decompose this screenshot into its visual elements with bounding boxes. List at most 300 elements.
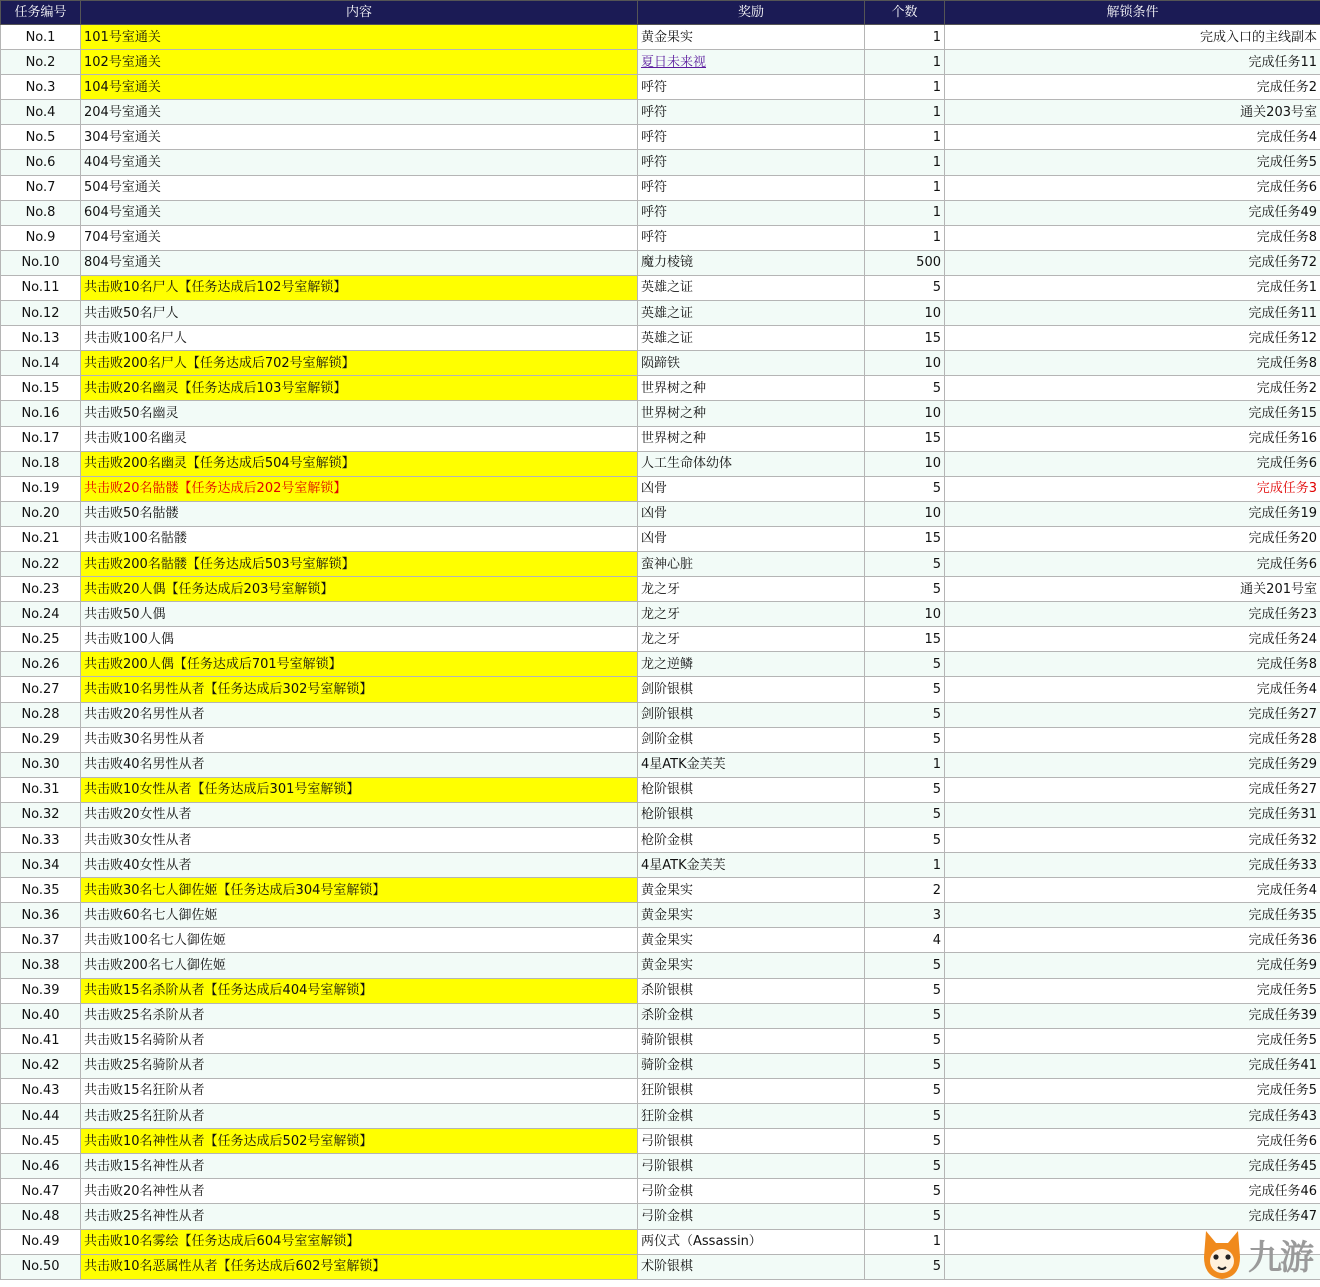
cell-content: 504号室通关 — [81, 175, 638, 200]
table-row — [1, 526, 1320, 551]
cell-reward: 杀阶银棋 — [638, 978, 865, 1003]
cell-id: No.26 — [1, 652, 81, 677]
cell-count: 5 — [865, 275, 945, 300]
cell-unlock: 完成任务12 — [945, 326, 1320, 351]
cell-content: 102号室通关 — [81, 50, 638, 75]
cell-reward: 剑阶银棋 — [638, 702, 865, 727]
cell-id: No.38 — [1, 953, 81, 978]
cell-unlock: 完成任务33 — [945, 853, 1320, 878]
cell-unlock: 完成任务6 — [945, 175, 1320, 200]
cell-content: 共击败30名七人御佐姬【任务达成后304号室解锁】 — [81, 878, 638, 903]
cell-reward: 呼符 — [638, 150, 865, 175]
table-row — [1, 652, 1320, 677]
table-row — [1, 1179, 1320, 1204]
cell-reward: 蛮神心脏 — [638, 551, 865, 576]
cell-count: 4 — [865, 928, 945, 953]
cell-count: 5 — [865, 1003, 945, 1028]
cell-reward: 枪阶银棋 — [638, 777, 865, 802]
cell-count: 3 — [865, 903, 945, 928]
table-row — [1, 376, 1320, 401]
cell-content: 共击败10名尸人【任务达成后102号室解锁】 — [81, 275, 638, 300]
cell-unlock: 完成任务8 — [945, 652, 1320, 677]
cell-id: No.19 — [1, 476, 81, 501]
cell-reward: 龙之牙 — [638, 602, 865, 627]
cell-unlock: 完成任务6 — [945, 1129, 1320, 1154]
cell-count: 5 — [865, 1104, 945, 1129]
cell-count: 5 — [865, 677, 945, 702]
cell-unlock: 完成任务20 — [945, 526, 1320, 551]
cell-content: 共击败200名七人御佐姬 — [81, 953, 638, 978]
reward-link[interactable]: 夏日未来视 — [641, 54, 707, 70]
cell-unlock: 完成任务8 — [945, 225, 1320, 250]
cell-content: 共击败15名骑阶从者 — [81, 1028, 638, 1053]
header-unlock: 解锁条件 — [945, 1, 1320, 25]
cell-reward: 呼符 — [638, 175, 865, 200]
table-row — [1, 727, 1320, 752]
table-row — [1, 426, 1320, 451]
cell-id: No.42 — [1, 1053, 81, 1078]
cell-count: 5 — [865, 1254, 945, 1279]
table-row — [1, 828, 1320, 853]
cell-id: No.8 — [1, 200, 81, 225]
cell-count: 1 — [865, 50, 945, 75]
cell-unlock: 完成任务5 — [945, 1078, 1320, 1103]
cell-unlock: 完成任务5 — [945, 150, 1320, 175]
table-row — [1, 802, 1320, 827]
fox-logo-icon — [1200, 1227, 1244, 1281]
cell-reward: 枪阶银棋 — [638, 802, 865, 827]
cell-count: 1 — [865, 225, 945, 250]
cell-count: 5 — [865, 828, 945, 853]
cell-count: 15 — [865, 526, 945, 551]
cell-unlock: 完成任务35 — [945, 903, 1320, 928]
cell-reward: 呼符 — [638, 75, 865, 100]
table-row — [1, 853, 1320, 878]
cell-reward: 狂阶银棋 — [638, 1078, 865, 1103]
cell-count: 1 — [865, 853, 945, 878]
cell-unlock: 完成任务46 — [945, 1179, 1320, 1204]
cell-reward: 世界树之种 — [638, 426, 865, 451]
cell-id: No.14 — [1, 351, 81, 376]
cell-count: 5 — [865, 1078, 945, 1103]
table-row — [1, 351, 1320, 376]
cell-reward: 两仪式（Assassin） — [638, 1229, 865, 1254]
cell-content: 共击败50人偶 — [81, 602, 638, 627]
cell-id: No.11 — [1, 275, 81, 300]
cell-id: No.18 — [1, 451, 81, 476]
cell-unlock: 完成任务47 — [945, 1204, 1320, 1229]
cell-content: 共击败30名男性从者 — [81, 727, 638, 752]
cell-reward: 龙之牙 — [638, 627, 865, 652]
cell-reward: 呼符 — [638, 200, 865, 225]
table-row — [1, 1229, 1320, 1254]
cell-id: No.29 — [1, 727, 81, 752]
cell-id: No.45 — [1, 1129, 81, 1154]
cell-count: 1 — [865, 752, 945, 777]
cell-reward: 英雄之证 — [638, 326, 865, 351]
cell-reward: 呼符 — [638, 100, 865, 125]
cell-count: 5 — [865, 1053, 945, 1078]
cell-count: 15 — [865, 426, 945, 451]
cell-content: 共击败50名幽灵 — [81, 401, 638, 426]
cell-count: 5 — [865, 1129, 945, 1154]
cell-content: 共击败20名神性从者 — [81, 1179, 638, 1204]
cell-reward: 骑阶银棋 — [638, 1028, 865, 1053]
table-row — [1, 301, 1320, 326]
table-row — [1, 577, 1320, 602]
table-row — [1, 250, 1320, 275]
table-row — [1, 627, 1320, 652]
table-row — [1, 25, 1320, 50]
table-row — [1, 1204, 1320, 1229]
cell-content: 共击败100名幽灵 — [81, 426, 638, 451]
cell-reward: 黄金果实 — [638, 928, 865, 953]
cell-unlock: 完成任务6 — [945, 551, 1320, 576]
cell-count: 5 — [865, 476, 945, 501]
cell-id: No.50 — [1, 1254, 81, 1279]
cell-count: 1 — [865, 175, 945, 200]
cell-unlock: 完成任务6 — [945, 451, 1320, 476]
table-row — [1, 326, 1320, 351]
table-row — [1, 1028, 1320, 1053]
cell-unlock: 完成任务11 — [945, 50, 1320, 75]
cell-content: 404号室通关 — [81, 150, 638, 175]
cell-reward: 英雄之证 — [638, 275, 865, 300]
cell-unlock: 完成任务23 — [945, 602, 1320, 627]
cell-id: No.3 — [1, 75, 81, 100]
table-row — [1, 928, 1320, 953]
cell-id: No.34 — [1, 853, 81, 878]
table-row — [1, 501, 1320, 526]
table-row — [1, 777, 1320, 802]
cell-unlock: 完成任务27 — [945, 777, 1320, 802]
cell-unlock: 完成任务3 — [945, 476, 1320, 501]
cell-reward: 世界树之种 — [638, 401, 865, 426]
cell-reward: 世界树之种 — [638, 376, 865, 401]
table-row — [1, 953, 1320, 978]
cell-unlock: 完成任务16 — [945, 426, 1320, 451]
cell-reward: 术阶银棋 — [638, 1254, 865, 1279]
cell-count: 10 — [865, 351, 945, 376]
cell-reward: 呼符 — [638, 125, 865, 150]
cell-content: 共击败15名神性从者 — [81, 1154, 638, 1179]
table-row — [1, 1154, 1320, 1179]
table-row — [1, 677, 1320, 702]
cell-count: 10 — [865, 401, 945, 426]
header-reward: 奖励 — [638, 1, 865, 25]
table-row — [1, 1104, 1320, 1129]
cell-content: 共击败100名尸人 — [81, 326, 638, 351]
header-row — [1, 1, 1320, 25]
cell-unlock: 完成任务8 — [945, 351, 1320, 376]
header-count: 个数 — [865, 1, 945, 25]
cell-count: 5 — [865, 702, 945, 727]
cell-reward: 龙之逆鳞 — [638, 652, 865, 677]
cell-count: 1 — [865, 150, 945, 175]
cell-count: 5 — [865, 777, 945, 802]
cell-reward: 狂阶金棋 — [638, 1104, 865, 1129]
cell-id: No.12 — [1, 301, 81, 326]
cell-id: No.1 — [1, 25, 81, 50]
cell-content: 共击败20人偶【任务达成后203号室解锁】 — [81, 577, 638, 602]
cell-content: 共击败200名骷髅【任务达成后503号室解锁】 — [81, 551, 638, 576]
cell-reward: 剑阶金棋 — [638, 727, 865, 752]
cell-count: 1 — [865, 75, 945, 100]
cell-unlock: 完成任务19 — [945, 501, 1320, 526]
cell-id: No.30 — [1, 752, 81, 777]
cell-content: 共击败50名骷髅 — [81, 501, 638, 526]
cell-id: No.6 — [1, 150, 81, 175]
cell-reward: 黄金果实 — [638, 25, 865, 50]
cell-count: 10 — [865, 501, 945, 526]
cell-id: No.15 — [1, 376, 81, 401]
table-row — [1, 903, 1320, 928]
cell-count: 15 — [865, 627, 945, 652]
cell-reward: 黄金果实 — [638, 878, 865, 903]
cell-reward: 剑阶银棋 — [638, 677, 865, 702]
cell-content: 共击败20名男性从者 — [81, 702, 638, 727]
cell-content: 共击败10名神性从者【任务达成后502号室解锁】 — [81, 1129, 638, 1154]
cell-reward: 4星ATK金芙芙 — [638, 853, 865, 878]
cell-reward: 人工生命体幼体 — [638, 451, 865, 476]
cell-reward: 黄金果实 — [638, 903, 865, 928]
cell-unlock: 完成任务49 — [945, 200, 1320, 225]
cell-count: 10 — [865, 602, 945, 627]
cell-content: 104号室通关 — [81, 75, 638, 100]
cell-id: No.2 — [1, 50, 81, 75]
cell-content: 共击败25名骑阶从者 — [81, 1053, 638, 1078]
cell-id: No.20 — [1, 501, 81, 526]
cell-count: 5 — [865, 953, 945, 978]
cell-count: 1 — [865, 100, 945, 125]
cell-id: No.22 — [1, 551, 81, 576]
cell-unlock: 完成任务32 — [945, 828, 1320, 853]
cell-id: No.21 — [1, 526, 81, 551]
cell-unlock: 完成任务9 — [945, 953, 1320, 978]
table-row — [1, 878, 1320, 903]
cell-content: 304号室通关 — [81, 125, 638, 150]
cell-id: No.23 — [1, 577, 81, 602]
cell-count: 10 — [865, 451, 945, 476]
cell-count: 1 — [865, 125, 945, 150]
cell-content: 204号室通关 — [81, 100, 638, 125]
cell-count: 1 — [865, 200, 945, 225]
cell-content: 共击败25名神性从者 — [81, 1204, 638, 1229]
table-row — [1, 275, 1320, 300]
cell-id: No.35 — [1, 878, 81, 903]
table-row — [1, 1254, 1320, 1279]
cell-unlock: 完成任务31 — [945, 802, 1320, 827]
cell-content: 共击败200名幽灵【任务达成后504号室解锁】 — [81, 451, 638, 476]
cell-id: No.43 — [1, 1078, 81, 1103]
cell-content: 共击败60名七人御佐姬 — [81, 903, 638, 928]
cell-reward: 呼符 — [638, 225, 865, 250]
cell-id: No.27 — [1, 677, 81, 702]
cell-unlock: 通关201号室 — [945, 577, 1320, 602]
table-row — [1, 702, 1320, 727]
cell-id: No.46 — [1, 1154, 81, 1179]
cell-id: No.41 — [1, 1028, 81, 1053]
table-row — [1, 451, 1320, 476]
cell-content: 604号室通关 — [81, 200, 638, 225]
header-id: 任务编号 — [1, 1, 81, 25]
table-row — [1, 50, 1320, 75]
cell-reward: 陨蹄铁 — [638, 351, 865, 376]
cell-id: No.44 — [1, 1104, 81, 1129]
cell-unlock: 完成任务5 — [945, 1028, 1320, 1053]
cell-unlock: 完成任务4 — [945, 677, 1320, 702]
cell-content: 共击败15名杀阶从者【任务达成后404号室解锁】 — [81, 978, 638, 1003]
watermark — [1200, 1223, 1312, 1285]
table-row — [1, 401, 1320, 426]
cell-content: 共击败10名男性从者【任务达成后302号室解锁】 — [81, 677, 638, 702]
cell-reward: 龙之牙 — [638, 577, 865, 602]
cell-count: 5 — [865, 1028, 945, 1053]
cell-content: 共击败20名幽灵【任务达成后103号室解锁】 — [81, 376, 638, 401]
table-row — [1, 1003, 1320, 1028]
cell-content: 共击败10名恶属性从者【任务达成后602号室解锁】 — [81, 1254, 638, 1279]
cell-id: No.9 — [1, 225, 81, 250]
cell-content: 共击败100人偶 — [81, 627, 638, 652]
cell-count: 5 — [865, 376, 945, 401]
table-row — [1, 1053, 1320, 1078]
table-row — [1, 602, 1320, 627]
cell-count: 5 — [865, 1204, 945, 1229]
cell-count: 15 — [865, 326, 945, 351]
cell-content: 共击败100名骷髅 — [81, 526, 638, 551]
cell-content: 共击败10女性从者【任务达成后301号室解锁】 — [81, 777, 638, 802]
cell-unlock: 完成任务4 — [945, 125, 1320, 150]
cell-unlock: 完成任务27 — [945, 702, 1320, 727]
cell-reward: 凶骨 — [638, 501, 865, 526]
table-row — [1, 100, 1320, 125]
cell-count: 500 — [865, 250, 945, 275]
cell-count: 5 — [865, 978, 945, 1003]
header-content: 内容 — [81, 1, 638, 25]
cell-unlock: 完成任务15 — [945, 401, 1320, 426]
cell-content: 共击败25名狂阶从者 — [81, 1104, 638, 1129]
cell-reward: 骑阶金棋 — [638, 1053, 865, 1078]
cell-content: 共击败15名狂阶从者 — [81, 1078, 638, 1103]
cell-content: 共击败25名杀阶从者 — [81, 1003, 638, 1028]
cell-content: 共击败40名男性从者 — [81, 752, 638, 777]
cell-id: No.31 — [1, 777, 81, 802]
cell-unlock: 完成任务2 — [945, 376, 1320, 401]
cell-reward: 弓阶银棋 — [638, 1129, 865, 1154]
cell-reward: 弓阶银棋 — [638, 1154, 865, 1179]
table-row — [1, 1078, 1320, 1103]
cell-unlock: 完成任务28 — [945, 727, 1320, 752]
cell-id: No.28 — [1, 702, 81, 727]
table-row — [1, 476, 1320, 501]
watermark-text: 九游 — [1248, 1237, 1312, 1278]
cell-count: 1 — [865, 1229, 945, 1254]
cell-content: 共击败200名尸人【任务达成后702号室解锁】 — [81, 351, 638, 376]
cell-count: 5 — [865, 1154, 945, 1179]
cell-id: No.36 — [1, 903, 81, 928]
cell-unlock: 完成任务29 — [945, 752, 1320, 777]
table-row — [1, 125, 1320, 150]
cell-count: 5 — [865, 652, 945, 677]
cell-content: 共击败200人偶【任务达成后701号室解锁】 — [81, 652, 638, 677]
cell-count: 2 — [865, 878, 945, 903]
cell-content: 共击败20名骷髅【任务达成后202号室解锁】 — [81, 476, 638, 501]
cell-id: No.40 — [1, 1003, 81, 1028]
cell-id: No.16 — [1, 401, 81, 426]
table-row — [1, 978, 1320, 1003]
table-row — [1, 75, 1320, 100]
cell-reward: 英雄之证 — [638, 301, 865, 326]
cell-id: No.37 — [1, 928, 81, 953]
cell-unlock: 完成任务43 — [945, 1104, 1320, 1129]
table-row — [1, 175, 1320, 200]
cell-count: 5 — [865, 727, 945, 752]
cell-id: No.48 — [1, 1204, 81, 1229]
cell-id: No.39 — [1, 978, 81, 1003]
cell-content: 101号室通关 — [81, 25, 638, 50]
cell-unlock: 完成任务72 — [945, 250, 1320, 275]
cell-count: 5 — [865, 577, 945, 602]
cell-id: No.25 — [1, 627, 81, 652]
cell-content: 共击败30女性从者 — [81, 828, 638, 853]
cell-content: 共击败100名七人御佐姬 — [81, 928, 638, 953]
cell-unlock: 完成任务39 — [945, 1003, 1320, 1028]
cell-id: No.24 — [1, 602, 81, 627]
cell-content: 共击败10名雾绘【任务达成后604号室室解锁】 — [81, 1229, 638, 1254]
table-row — [1, 1129, 1320, 1154]
cell-id: No.32 — [1, 802, 81, 827]
cell-unlock: 完成任务2 — [945, 75, 1320, 100]
cell-count: 1 — [865, 25, 945, 50]
cell-unlock: 完成任务45 — [945, 1154, 1320, 1179]
cell-content: 704号室通关 — [81, 225, 638, 250]
cell-unlock: 完成任务36 — [945, 928, 1320, 953]
cell-unlock: 完成任务41 — [945, 1053, 1320, 1078]
cell-content: 共击败50名尸人 — [81, 301, 638, 326]
cell-id: No.13 — [1, 326, 81, 351]
cell-unlock: 通关203号室 — [945, 100, 1320, 125]
table-row — [1, 551, 1320, 576]
cell-id: No.49 — [1, 1229, 81, 1254]
cell-unlock: 完成任务11 — [945, 301, 1320, 326]
cell-unlock: 完成任务4 — [945, 878, 1320, 903]
table-body — [1, 25, 1320, 1280]
cell-reward: 弓阶金棋 — [638, 1204, 865, 1229]
cell-reward: 弓阶金棋 — [638, 1179, 865, 1204]
cell-id: No.17 — [1, 426, 81, 451]
table-row — [1, 150, 1320, 175]
cell-unlock: 完成入口的主线副本 — [945, 25, 1320, 50]
cell-reward: 凶骨 — [638, 526, 865, 551]
cell-id: No.5 — [1, 125, 81, 150]
cell-reward: 凶骨 — [638, 476, 865, 501]
cell-reward: 枪阶金棋 — [638, 828, 865, 853]
cell-content: 共击败20女性从者 — [81, 802, 638, 827]
cell-count: 5 — [865, 802, 945, 827]
cell-unlock: 完成任务1 — [945, 275, 1320, 300]
cell-id: No.47 — [1, 1179, 81, 1204]
cell-reward: 4星ATK金芙芙 — [638, 752, 865, 777]
cell-count: 5 — [865, 1179, 945, 1204]
cell-reward: 杀阶金棋 — [638, 1003, 865, 1028]
cell-id: No.7 — [1, 175, 81, 200]
cell-reward: 黄金果实 — [638, 953, 865, 978]
cell-reward[interactable] — [638, 50, 865, 75]
cell-unlock: 完成任务5 — [945, 978, 1320, 1003]
cell-id: No.10 — [1, 250, 81, 275]
cell-count: 10 — [865, 301, 945, 326]
cell-content: 804号室通关 — [81, 250, 638, 275]
